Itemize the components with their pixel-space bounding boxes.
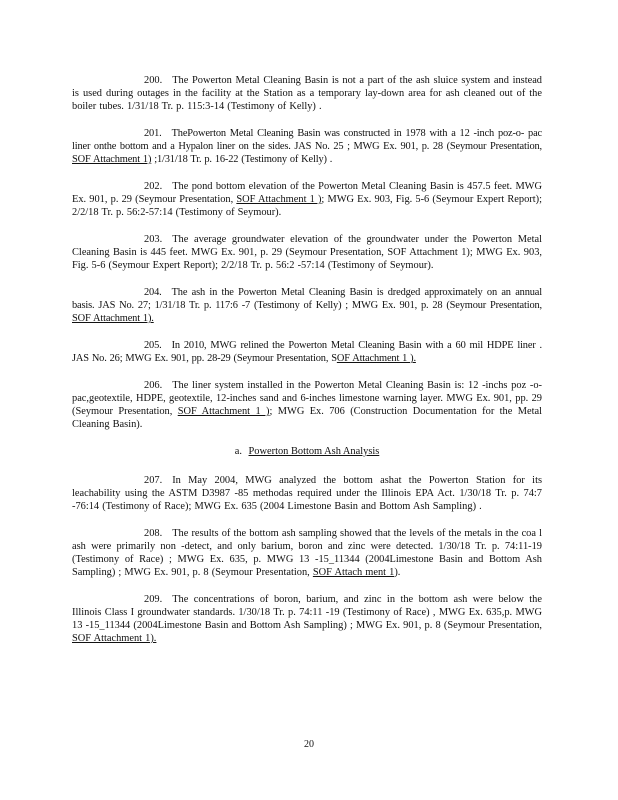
paragraph-200 (72, 74, 542, 113)
paragraph-209 (72, 593, 542, 645)
paragraph-text: ThePowerton Metal Cleaning Basin was constructed in 1978 with a 12 -inch poz-o- pac liner onthe bottom and a Hypalon liner on the sides. JAS No. 25 ; MWG Ex. 901, p. 28 (Seymour Presentation, (72, 128, 542, 152)
paragraph-text: In May 2004, MWG analyzed the bottom ashat the Powerton Station for its leachability using the ASTM D3987 -85 methodas required under the Illinois EPA Act. 1/30/18 Tr. p. 74:7 -76:14 (Testimony of Race); MWG Ex. 635 (2004 Limestone Basin and Bottom Ash Sampling) . (72, 475, 542, 512)
paragraph-number: 209. (144, 594, 163, 605)
paragraph-204 (72, 286, 542, 325)
section-subheading (72, 445, 542, 458)
page-body (72, 74, 542, 659)
subheading-letter: a. (234, 446, 242, 457)
paragraph-number: 206. (144, 380, 163, 391)
paragraph-number: 201. (144, 128, 162, 139)
paragraph-number: 204. (144, 287, 162, 298)
paragraph-text: The liner system installed in the Powerton Metal Cleaning Basin is: 12 -inchs poz -o-pac,geotextile, HDPE, geotextile, 12-inches sand and 6-inches limestone warning layer. MWG Ex. 901, pp. 29 (Seymour Presentation, (72, 380, 542, 417)
paragraph-number: 202. (144, 181, 163, 192)
paragraph-201 (72, 127, 542, 166)
paragraph-group-facility (72, 74, 542, 431)
paragraph-text: In 2010, MWG relined the Powerton Metal Cleaning Basin with a 60 mil HDPE liner . JAS No. 26; MWG Ex. 901, pp. 28-29 (Seymour Presentation, S (72, 340, 542, 364)
page-number: 20 (304, 739, 314, 750)
citation-attachment: OF Attachment 1 ). (336, 353, 416, 364)
citation-attachment: SOF Attachment 1 ) (236, 194, 322, 205)
paragraph-text: ; MWG Ex. 706 (Construction Documentation for the Metal Cleaning Basin). (72, 406, 542, 430)
paragraph-number: 208. (144, 528, 163, 539)
citation-attachment: SOF Attachment 1). (72, 313, 154, 324)
paragraph-206 (72, 379, 542, 431)
paragraph-number: 207. (144, 475, 163, 486)
paragraph-text: The average groundwater elevation of the groundwater under the Powerton Metal Cleaning Basin is 445 feet. MWG Ex. 901, p. 29 (Seymour Presentation, SOF Attachment 1); MWG Ex. 903, Fig. 5-6 (Seymour Expert Report); 2/2/18 Tr. p. 56:2 -57:14 (Testimony of Seymour). (72, 234, 542, 271)
paragraph-text: The Powerton Metal Cleaning Basin is not a part of the ash sluice system and instead is used during outages in the facility at the Station as a temporary lay-down area for ash cleaned out of the boiler tubes. 1/31/18 Tr. p. 115:3-14 (Testimony of Kelly) . (72, 75, 542, 112)
paragraph-text: The concentrations of boron, barium, and zinc in the bottom ash were below the Illinois Class I groundwater standards. 1/30/18 Tr. p. 74:11 -19 (Testimony of Race) , MWG Ex. 635,p. MWG 13 -15_11344 (2004Limestone Basin and Bottom Ash Sampling) ; MWG Ex. 901, p. 8 (Seymour Presentation, (72, 594, 542, 631)
paragraph-text: The pond bottom elevation of the Powerton Metal Cleaning Basin is 457.5 feet. MWG Ex. 901, p. 29 (Seymour Presentation, (72, 181, 542, 205)
paragraph-text: The results of the bottom ash sampling showed that the levels of the metals in the coa l ash were primarily non -detect, and only barium, boron and zinc were detected. 1/30/18 Tr. p. 74:11-19 (Testimony of Race) ; MWG Ex. 635, p. MWG 13 -15_11344 (2004Limestone Basin and Bottom Ash Sampling) ; MWG Ex. 901, p. 8 (Seymour Presentation, (72, 528, 542, 578)
paragraph-207 (72, 474, 542, 513)
paragraph-202 (72, 180, 542, 219)
citation-attachment: SOF Attach ment 1 (312, 567, 395, 578)
citation-attachment: SOF Attachment 1 ) (177, 406, 270, 417)
paragraph-number: 200. (144, 75, 163, 86)
paragraph-text: The ash in the Powerton Metal Cleaning Basin is dredged approximately on an annual basis. JAS No. 27; 1/31/18 Tr. p. 117:6 -7 (Testimony of Kelly) ; MWG Ex. 901, p. 28 (Seymour Presentation, (72, 287, 542, 311)
paragraph-text: ). (394, 567, 401, 578)
citation-attachment: SOF Attachment 1) (72, 154, 152, 165)
paragraph-203 (72, 233, 542, 272)
paragraph-208 (72, 527, 542, 579)
paragraph-group-analysis (72, 474, 542, 645)
paragraph-text: ;1/31/18 Tr. p. 16-22 (Testimony of Kelly) . (151, 154, 333, 165)
citation-attachment: SOF Attachment 1). (72, 633, 157, 644)
paragraph-number: 203. (144, 234, 163, 245)
subheading-title: Powerton Bottom Ash Analysis (248, 446, 380, 457)
paragraph-205 (72, 339, 542, 365)
paragraph-number: 205. (144, 340, 162, 351)
paragraph-text: ; MWG Ex. 903, Fig. 5-6 (Seymour Expert Report); 2/2/18 Tr. p. 56:2-57:14 (Testimony of Seymour). (72, 194, 542, 218)
